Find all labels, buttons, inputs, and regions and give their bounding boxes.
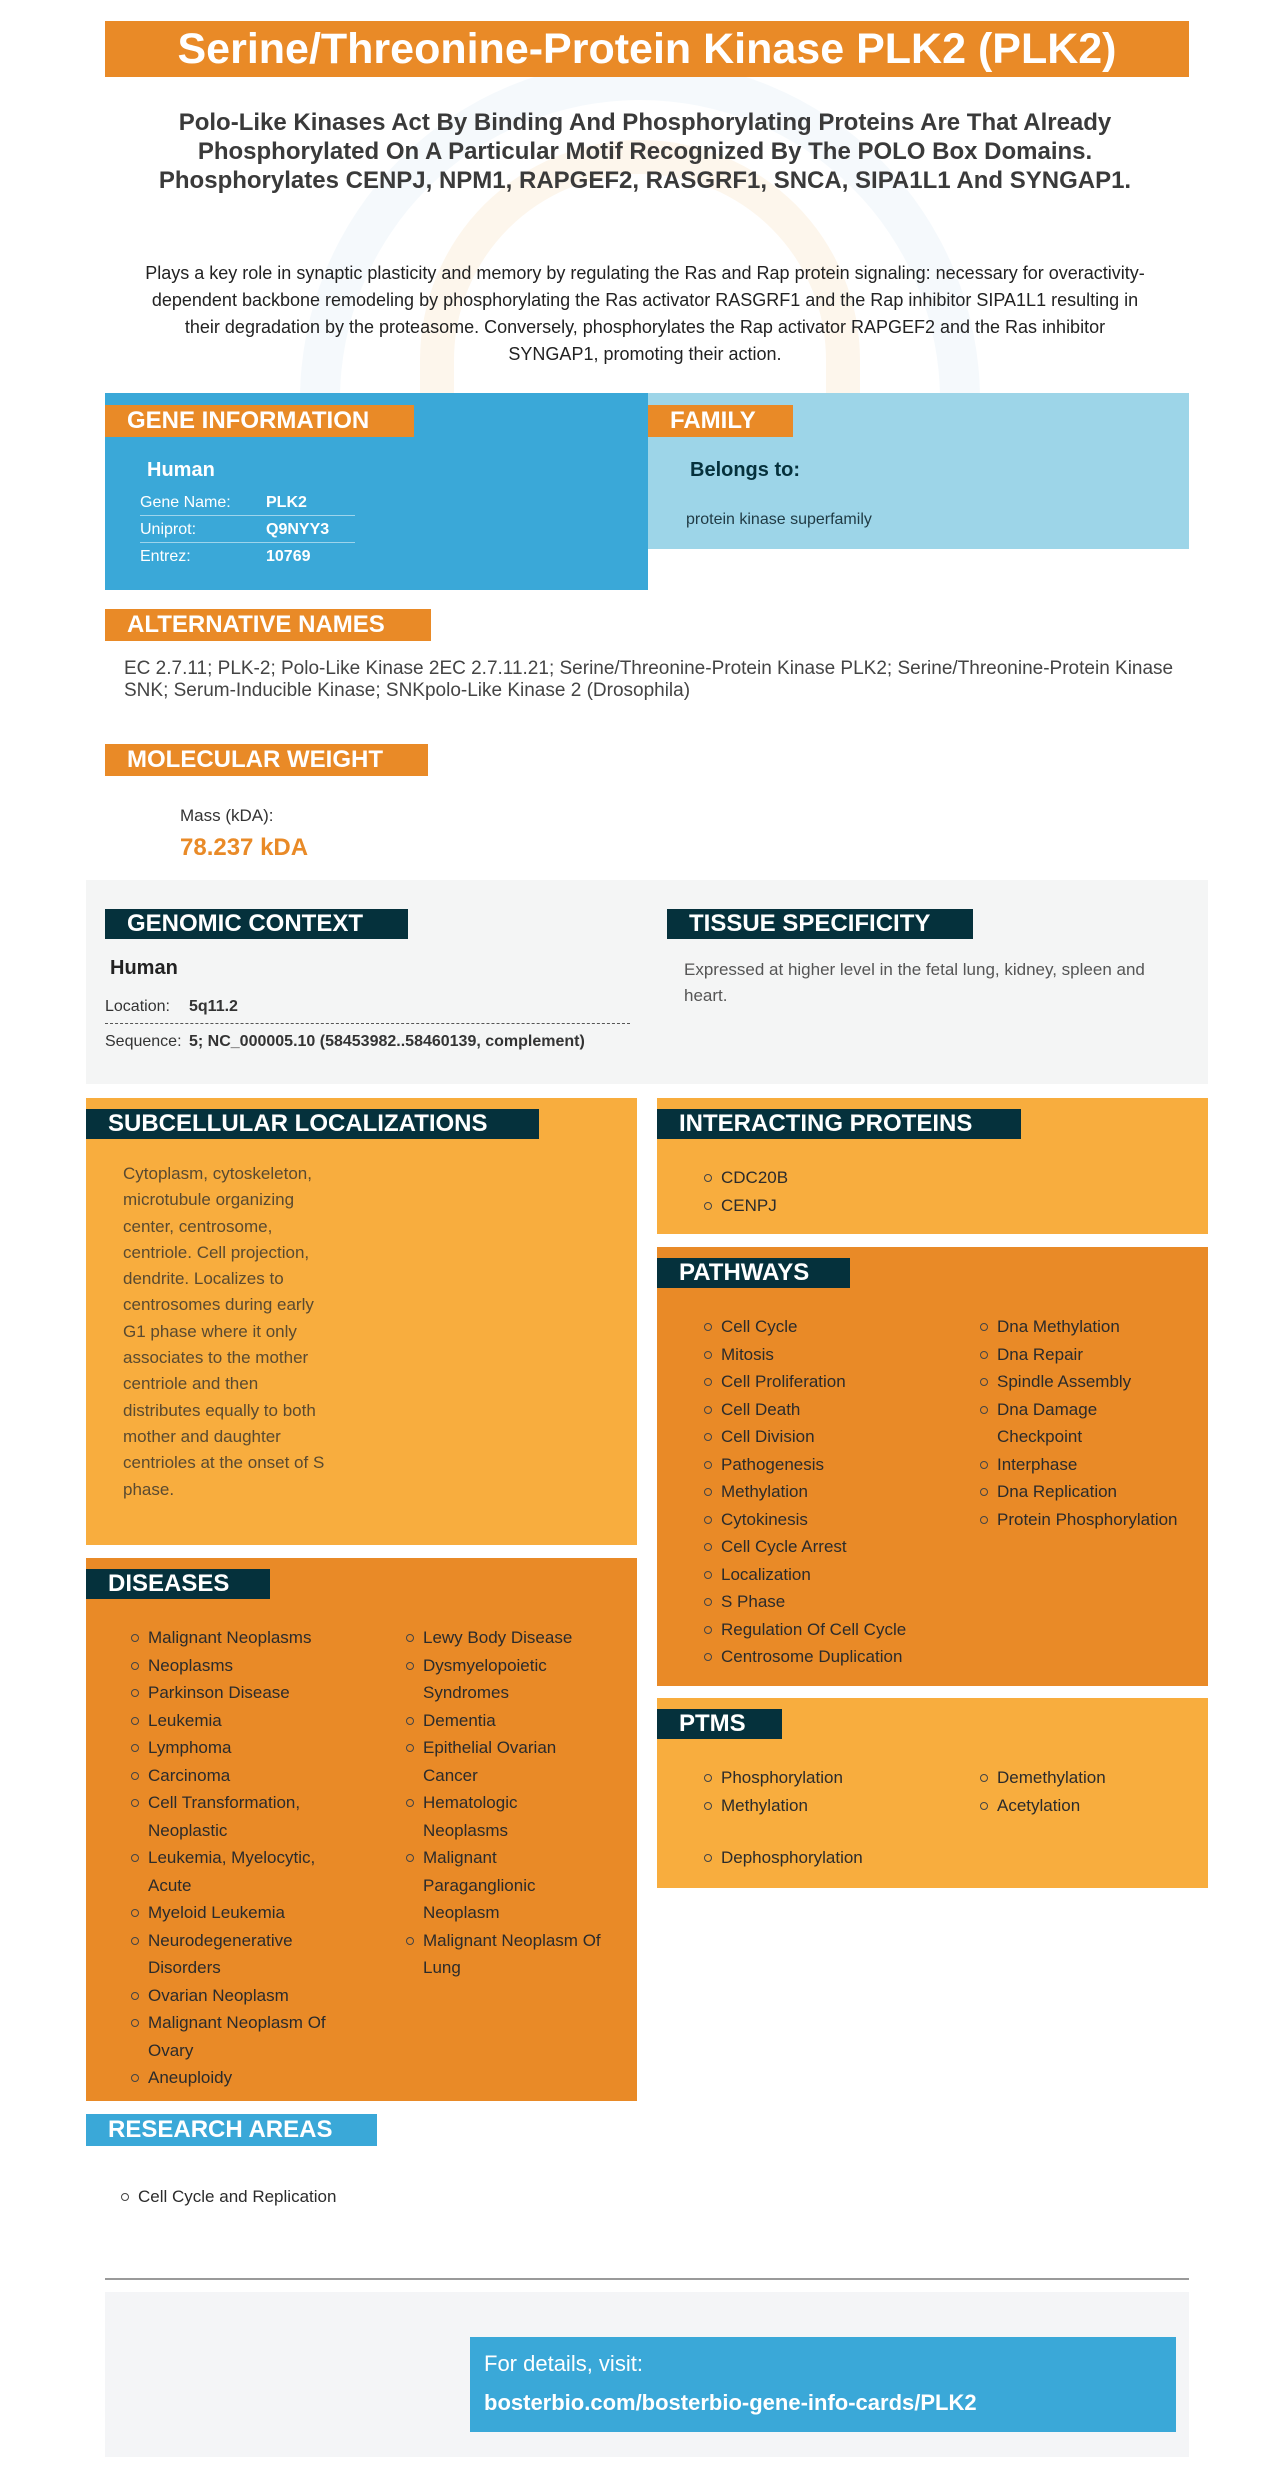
list-item: Hematologic Neoplasms [403, 1789, 603, 1844]
list-item: Lewy Body Disease [403, 1624, 603, 1652]
list-item: Neoplasms [128, 1652, 373, 1680]
location-label: Location: [105, 998, 170, 1015]
list-item: Acetylation [977, 1792, 1192, 1820]
sequence-value: 5; NC_000005.10 (58453982..58460139, complement) [189, 1033, 585, 1050]
details-label: For details, visit: [484, 2351, 643, 2376]
list-item: Demethylation [977, 1764, 1192, 1792]
entrez-label: Entrez: [140, 548, 191, 565]
list-item: Epithelial Ovarian Cancer [403, 1734, 573, 1789]
list-item: Phosphorylation [701, 1764, 951, 1792]
list-item: CDC20B [701, 1164, 788, 1192]
list-item: Myeloid Leukemia [128, 1899, 373, 1927]
list-item: Dna Replication [977, 1478, 1192, 1506]
page-title: Serine/Threonine-Protein Kinase PLK2 (PLK2) [105, 21, 1189, 77]
list-item: Leukemia, Myelocytic, Acute [128, 1844, 328, 1899]
sequence-label: Sequence: [105, 1033, 182, 1050]
list-item: Cell Cycle [701, 1313, 951, 1341]
pathways-section [657, 1247, 1208, 1686]
sequence-row [105, 1028, 645, 1056]
list-item: Interphase [977, 1451, 1192, 1479]
mass-value: 78.237 kDA [180, 834, 309, 861]
research-areas-heading: RESEARCH AREAS [86, 2114, 377, 2146]
list-item: Dna Methylation [977, 1313, 1192, 1341]
alternative-names-text: EC 2.7.11; PLK-2; Polo-Like Kinase 2EC 2.7.11.21; Serine/Threonine-Protein Kinase PLK2; Serine/Threonine-Protein Kinase SNK; Serum-Inducible Kinase; SNKpolo-Like Kinase 2 (Drosophila) [124, 658, 1174, 701]
subcellular-section [86, 1098, 637, 1545]
entrez-row [140, 543, 355, 570]
tissue-specificity-heading: TISSUE SPECIFICITY [667, 909, 973, 939]
list-item: Cytokinesis [701, 1506, 951, 1534]
list-item: Mitosis [701, 1341, 951, 1369]
gene-name-value: PLK2 [266, 494, 307, 511]
footer-divider [105, 2278, 1189, 2280]
page-subtitle: Polo-Like Kinases Act By Binding And Phosphorylating Proteins Are That Already Phosphorylated On A Particular Motif Recognized By The POLO Box Domains. Phosphorylates CENPJ, NPM1, RAPGEF2, RASGRF1, SNCA, SIPA1L1 And SYNGAP1. [158, 109, 1132, 194]
list-item: Cell Cycle and Replication [118, 2183, 336, 2211]
list-item: Methylation [701, 1792, 951, 1820]
list-item: Spindle Assembly [977, 1368, 1192, 1396]
list-item: Dementia [403, 1707, 603, 1735]
gene-name-row [140, 489, 355, 516]
diseases-list-col2 [403, 1624, 603, 1982]
interacting-proteins-list [701, 1164, 788, 1219]
pathways-list-col1 [701, 1313, 951, 1671]
subcellular-text: Cytoplasm, cytoskeleton, microtubule organizing center, centrosome, centriole. Cell projection, dendrite. Localizes to centrosomes during early G1 phase where it only associates to the mother centriole and then distributes equally to both mother and daughter centrioles at the onset of S phase. [123, 1164, 325, 1499]
list-item: Aneuploidy [128, 2064, 373, 2092]
list-item: Centrosome Duplication [701, 1643, 951, 1671]
list-item: Carcinoma [128, 1762, 373, 1790]
list-item: Parkinson Disease [128, 1679, 373, 1707]
list-item: Malignant Neoplasms [128, 1624, 373, 1652]
research-areas-list [118, 2183, 336, 2211]
list-item: Pathogenesis [701, 1451, 951, 1479]
diseases-section [86, 1558, 637, 2101]
uniprot-label: Uniprot: [140, 521, 197, 538]
family-value: protein kinase superfamily [686, 511, 872, 528]
list-item: Cell Proliferation [701, 1368, 951, 1396]
details-url-link[interactable]: bosterbio.com/bosterbio-gene-info-cards/PLK2 [484, 2390, 977, 2415]
list-item: CENPJ [701, 1192, 788, 1220]
list-item: Dna Repair [977, 1341, 1192, 1369]
pathways-heading: PATHWAYS [657, 1258, 850, 1288]
tissue-specificity-text: Expressed at higher level in the fetal lung, kidney, spleen and heart. [684, 960, 1145, 1005]
family-heading: FAMILY [648, 405, 793, 437]
list-item: Localization [701, 1561, 951, 1589]
gene-name-label: Gene Name: [140, 494, 231, 511]
list-item: Dysmyelopoietic Syndromes [403, 1652, 553, 1707]
location-value: 5q11.2 [189, 998, 238, 1015]
alternative-names-heading: ALTERNATIVE NAMES [105, 609, 431, 641]
list-item: Cell Death [701, 1396, 951, 1424]
diseases-list-col1 [128, 1624, 373, 2092]
list-item: Dna Damage Checkpoint [977, 1396, 1127, 1451]
list-item: Methylation [701, 1478, 951, 1506]
genomic-context-heading: GENOMIC CONTEXT [105, 909, 408, 939]
details-link-box[interactable] [470, 2337, 1176, 2432]
interacting-proteins-heading: INTERACTING PROTEINS [657, 1109, 1021, 1139]
list-item: Protein Phosphorylation [977, 1506, 1192, 1534]
list-item: Cell Transformation, Neoplastic [128, 1789, 328, 1844]
list-item: Malignant Paraganglionic Neoplasm [403, 1844, 553, 1927]
list-item: Neurodegenerative Disorders [128, 1927, 328, 1982]
subcellular-heading: SUBCELLULAR LOCALIZATIONS [86, 1109, 539, 1139]
list-item: S Phase [701, 1588, 951, 1616]
list-item: Regulation Of Cell Cycle [701, 1616, 951, 1644]
mass-label: Mass (kDA): [180, 806, 274, 825]
ptms-list-col1 [701, 1764, 951, 1872]
pathways-list-col2 [977, 1313, 1192, 1533]
list-item: Cell Cycle Arrest [701, 1533, 951, 1561]
list-item: Dephosphorylation [701, 1844, 951, 1872]
uniprot-value: Q9NYY3 [266, 521, 330, 538]
ptms-list-col2 [977, 1764, 1192, 1819]
belongs-to-label: Belongs to: [690, 459, 800, 481]
entrez-value: 10769 [266, 548, 311, 565]
diseases-heading: DISEASES [86, 1569, 270, 1599]
list-item: Leukemia [128, 1707, 373, 1735]
location-row [105, 992, 630, 1024]
list-item: Malignant Neoplasm Of Lung [403, 1927, 603, 1982]
list-item: Cell Division [701, 1423, 951, 1451]
gene-species: Human [147, 459, 215, 481]
uniprot-row [140, 516, 355, 543]
list-item: Lymphoma [128, 1734, 373, 1762]
ptms-heading: PTMS [657, 1709, 782, 1739]
molecular-weight-heading: MOLECULAR WEIGHT [105, 744, 428, 776]
gene-information-heading: GENE INFORMATION [105, 405, 414, 437]
list-item: Ovarian Neoplasm [128, 1982, 373, 2010]
function-description: Plays a key role in synaptic plasticity and memory by regulating the Ras and Rap protein signaling: necessary for overactivity-dependent backbone remodeling by phosphorylating the Ras activator RASGRF1 and the Rap inhibitor SIPA1L1 resulting in their degradation by the proteasome. Conversely, phosphorylates the Rap activator RAPGEF2 and the Ras inhibitor SYNGAP1, promoting their action. [145, 263, 1145, 364]
list-item: Malignant Neoplasm Of Ovary [128, 2009, 338, 2064]
genomic-species: Human [110, 957, 178, 979]
